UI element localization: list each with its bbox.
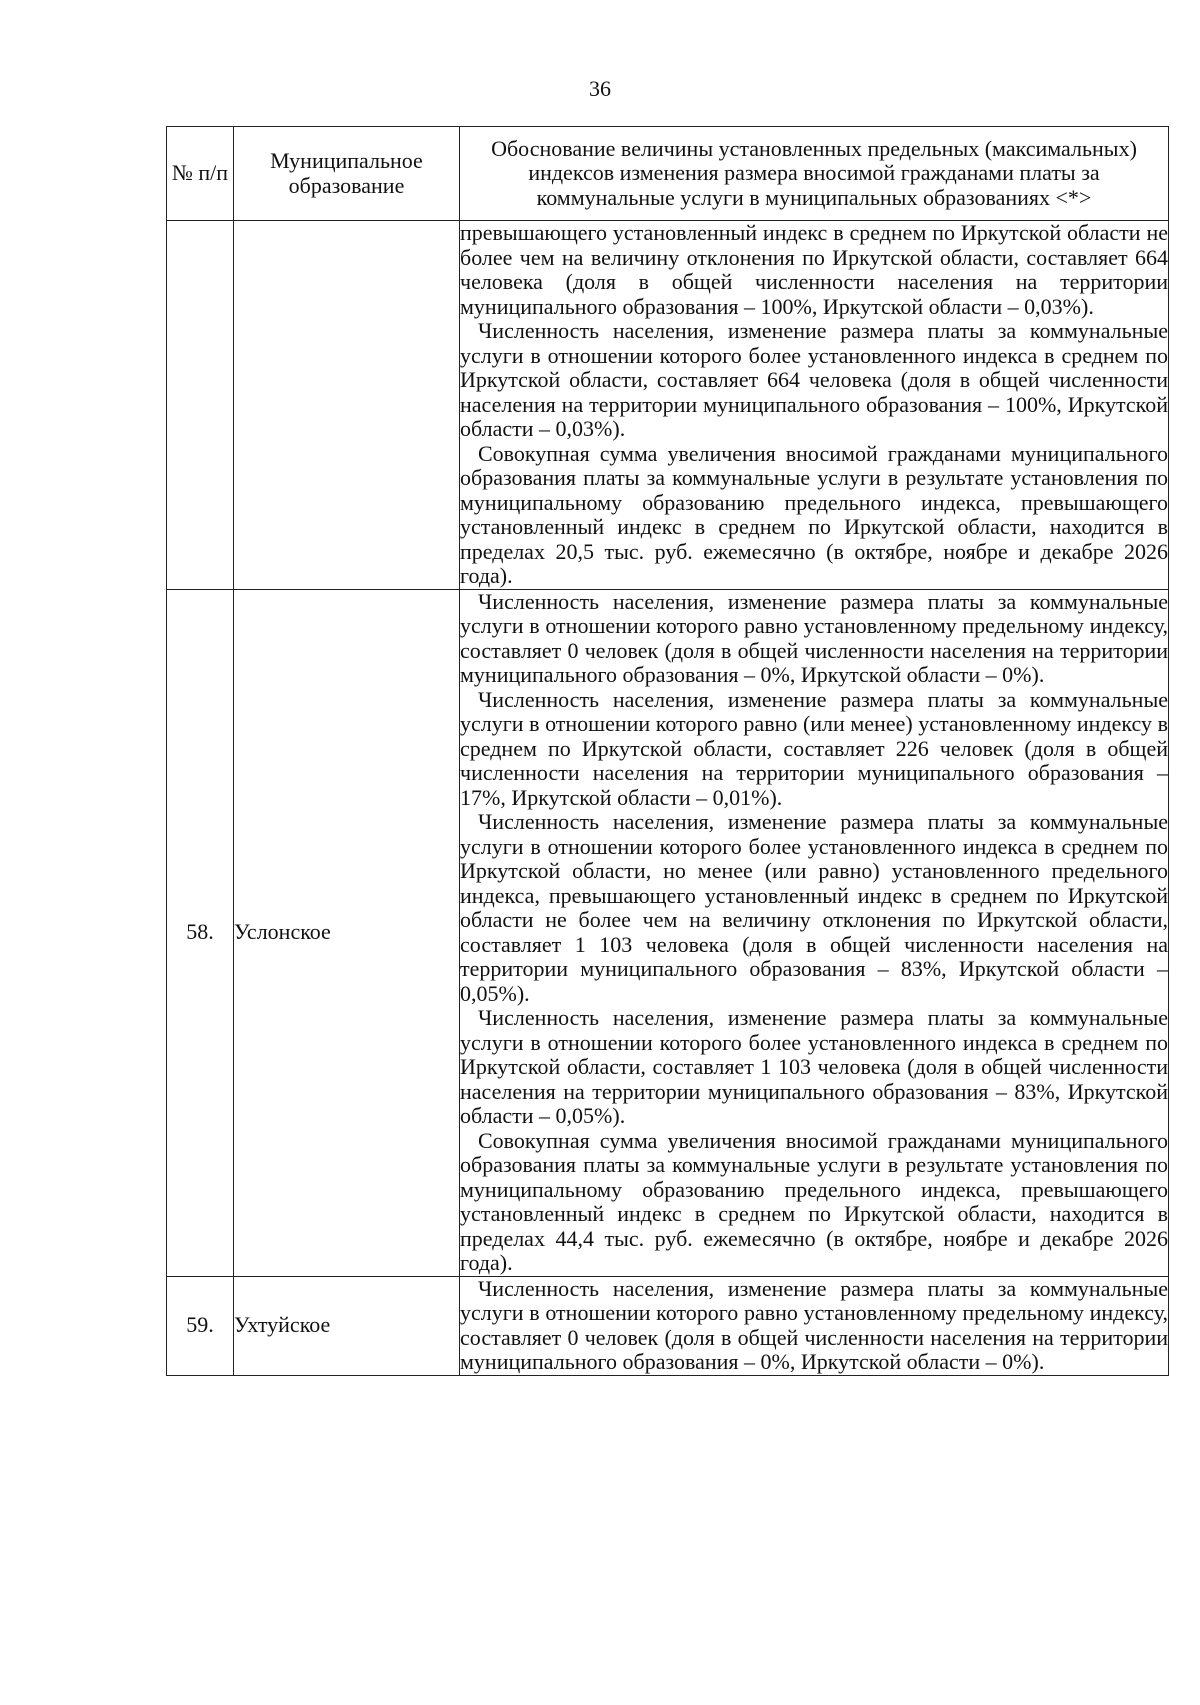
paragraph: превышающего установленный индекс в среднем по Иркутской области не более чем на величину отклонения по Иркутской области, составляет 664 человека (доля в общей численности населения на территории муниципального образования – 100%, Иркутской области – 0,03%). bbox=[460, 220, 1168, 319]
paragraph: Численность населения, изменение размера платы за коммунальные услуги в отношении которого более установленного индекса в среднем по Иркутской области, составляет 1 103 человека (доля в общей численности населения на территории муниципального образования – 83%, Иркутской области – 0,05%). bbox=[460, 1005, 1168, 1128]
paragraph: Численность населения, изменение размера платы за коммунальные услуги в отношении которого равно установленному предельному индексу, составляет 0 человек (доля в общей численности населения на территории муниципального образования – 0%, Иркутской области – 0%). bbox=[460, 588, 1168, 687]
row-justification bbox=[460, 221, 1169, 590]
header-justification: Обоснование величины установленных предельных (максимальных) индексов изменения размера вносимой гражданами платы за коммунальные услуги в муниципальных образованиях <*> bbox=[460, 127, 1169, 221]
header-municipality: Муниципальное образование bbox=[234, 127, 460, 221]
paragraph: Численность населения, изменение размера платы за коммунальные услуги в отношении которого более установленного индекса в среднем по Иркутской области, составляет 664 человека (доля в общей численности населения на территории муниципального образования – 100%, Иркутской области – 0,03%). bbox=[460, 318, 1168, 441]
paragraph: Численность населения, изменение размера платы за коммунальные услуги в отношении которого равно (или менее) установленному индексу в среднем по Иркутской области, составляет 226 человек (доля в общей численности населения на территории муниципального образования – 17%, Иркутской области – 0,01%). bbox=[460, 686, 1168, 810]
paragraph: Совокупная сумма увеличения вносимой гражданами муниципального образования платы за коммунальные услуги в результате установления по муниципальному образованию предельного индекса, превышающего установленный индекс в среднем по Иркутской области, находится в пределах 20,5 тыс. руб. ежемесячно (в октябре, ноябре и декабре 2026 года). bbox=[460, 440, 1168, 588]
justification-table bbox=[166, 126, 1169, 1376]
header-num: № п/п bbox=[167, 127, 234, 221]
row-num bbox=[167, 221, 234, 590]
row-municipality: Услонское bbox=[234, 589, 460, 1276]
row-num: 59. bbox=[167, 1276, 234, 1375]
row-justification bbox=[460, 1276, 1169, 1375]
table-row bbox=[167, 1276, 1169, 1375]
row-municipality: Ухтуйское bbox=[234, 1276, 460, 1375]
paragraph: Численность населения, изменение размера платы за коммунальные услуги в отношении которого более установленного индекса в среднем по Иркутской области, но менее (или равно) установленного предельного индекса, превышающего установленный индекс в среднем по Иркутской области не более чем на величину отклонения по Иркутской области, составляет 1 103 человека (доля в общей численности населения на территории муниципального образования – 83%, Иркутской области – 0,05%). bbox=[460, 809, 1168, 1006]
table-row bbox=[167, 589, 1169, 1276]
paragraph: Численность населения, изменение размера платы за коммунальные услуги в отношении которого равно установленному предельному индексу, составляет 0 человек (доля в общей численности населения на территории муниципального образования – 0%, Иркутской области – 0%). bbox=[460, 1275, 1168, 1374]
row-municipality bbox=[234, 221, 460, 590]
row-num: 58. bbox=[167, 589, 234, 1276]
page-number: 36 bbox=[589, 76, 611, 101]
paragraph: Совокупная сумма увеличения вносимой гражданами муниципального образования платы за коммунальные услуги в результате установления по муниципальному образованию предельного индекса, превышающего установленный индекс в среднем по Иркутской области, находится в пределах 44,4 тыс. руб. ежемесячно (в октябре, ноябре и декабре 2026 года). bbox=[460, 1127, 1168, 1275]
table-header-row bbox=[167, 127, 1169, 221]
table-row bbox=[167, 221, 1169, 590]
row-justification bbox=[460, 589, 1169, 1276]
